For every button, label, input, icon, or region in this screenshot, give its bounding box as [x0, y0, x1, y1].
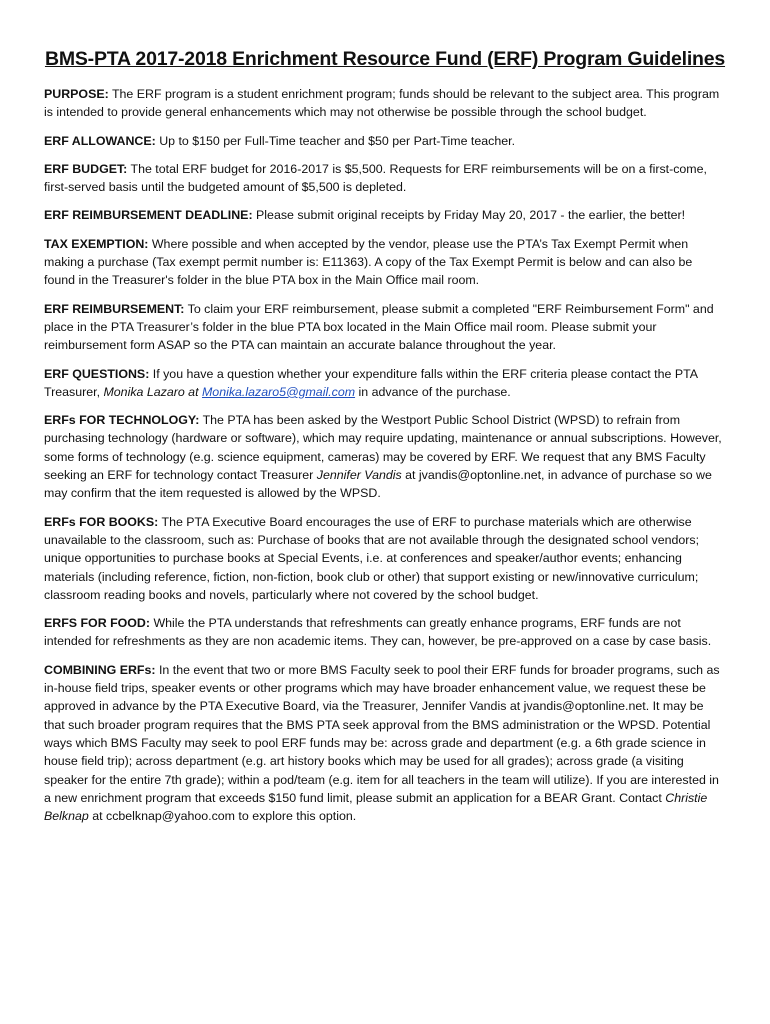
technology-contact-name: Jennifer Vandis	[316, 468, 402, 483]
budget-label: ERF BUDGET:	[44, 161, 128, 176]
treasurer-name: Monika Lazaro at	[103, 384, 199, 399]
deadline-label: ERF REIMBURSEMENT DEADLINE:	[44, 208, 253, 223]
purpose-paragraph	[44, 85, 726, 122]
tax-label: TAX EXEMPTION:	[44, 236, 149, 251]
combining-paragraph	[44, 661, 726, 826]
reimbursement-paragraph	[44, 300, 726, 355]
technology-text-after: at jvandis@optonline.net, in advance of purchase so we may confirm that the item requested is allowed by the WPSD.	[44, 468, 712, 501]
questions-text-after: in advance of the purchase.	[358, 384, 511, 399]
purpose-text: The ERF program is a student enrichment program; funds should be relevant to the subject area. This program is intended to provide general enhancements which may not otherwise be possible through the school budget.	[44, 87, 720, 120]
allowance-label: ERF ALLOWANCE:	[44, 133, 156, 148]
budget-paragraph	[44, 160, 726, 197]
books-paragraph	[44, 513, 726, 604]
questions-label: ERF QUESTIONS:	[44, 366, 150, 381]
reimbursement-text: To claim your ERF reimbursement, please submit a completed "ERF Reimbursement Form" and place in the PTA Treasurer’s folder in the blue PTA box located in the Main Office mail room. Please submit your reimbursement form ASAP so the PTA can maintain an accurate balance throughout the year.	[44, 301, 714, 353]
books-text: The PTA Executive Board encourages the use of ERF to purchase materials which are otherwise unavailable to the classroom, such as: Purchase of books that are not available through the designated school vendors; unique opportunities to purchase books at Special Events, i.e. at conferences and speaker/author events; enhancing materials (including reference, fiction, non-fiction, book club or other) that support existing or new/innovative curriculum; classroom reading books and novels, particularly where not covered by the school budget.	[44, 514, 700, 602]
bear-grant-contact-name: Christie Belknap	[44, 790, 708, 824]
food-paragraph	[44, 614, 726, 651]
technology-paragraph	[44, 411, 726, 502]
treasurer-email-link[interactable]: Monika.lazaro5@gmail.com	[201, 384, 356, 399]
food-label: ERFS FOR FOOD:	[44, 616, 151, 631]
questions-text-before: If you have a question whether your expenditure falls within the ERF criteria please contact the PTA Treasurer,	[44, 366, 698, 399]
deadline-paragraph	[44, 206, 726, 224]
tax-paragraph	[44, 235, 726, 290]
books-label: ERFs FOR BOOKS:	[44, 514, 159, 529]
combining-text-after: at ccbelknap@yahoo.com to explore this option.	[92, 809, 357, 824]
combining-text-before: In the event that two or more BMS Faculty seek to pool their ERF funds for broader programs, such as in-house field trips, speaker events or other programs which may have broader enhancement value, we request these be approved in advance by the PTA Executive Board, via the Treasurer, Jennifer Vandis at jvandis@optonline.net. It may be that such broader program requires that the BMS PTA seek approval from the BMS administration or the WPSD. Potential ways which BMS Faculty may seek to pool ERF funds may be: across grade and department (e.g. a 6th grade science in house field trip); across department (e.g. art history books which may be used for all grades); across grade (a visiting speaker for the entire 7th grade); within a pod/team (e.g. item for all teachers in the team will utilize). If you are interested in a new enrichment program that exceeds $150 fund limit, please submit an application for a BEAR Grant. Contact	[44, 662, 720, 805]
food-text: While the PTA understands that refreshments can greatly enhance programs, ERF funds are not intended for refreshments as they are non academic items. They can, however, be pre-approved on a case by case basis.	[44, 616, 712, 649]
purpose-label: PURPOSE:	[44, 87, 109, 101]
allowance-paragraph	[44, 132, 726, 150]
deadline-text: Please submit original receipts by Friday May 20, 2017 - the earlier, the better!	[256, 208, 686, 223]
combining-label: COMBINING ERFs:	[44, 662, 156, 677]
budget-text: The total ERF budget for 2016-2017 is $5,500. Requests for ERF reimbursements will be on a first-come, first-served basis until the budgeted amount of $5,500 is depleted.	[44, 161, 707, 195]
technology-label: ERFs FOR TECHNOLOGY:	[44, 413, 200, 428]
technology-text-before: The PTA has been asked by the Westport Public School District (WPSD) to refrain from purchasing technology (hardware or software), which may require updating, maintenance or annual subscriptions. However, some forms of technology (e.g. science equipment, cameras) may be covered by ERF. We request that any BMS Faculty seeking an ERF for technology contact Treasurer	[44, 413, 722, 483]
page-title: BMS-PTA 2017-2018 Enrichment Resource Fund (ERF) Program Guidelines	[44, 48, 726, 70]
allowance-text: Up to $150 per Full-Time teacher and $50 per Part-Time teacher.	[159, 133, 516, 148]
questions-paragraph	[44, 365, 726, 402]
reimbursement-label: ERF REIMBURSEMENT:	[44, 301, 185, 316]
tax-text: Where possible and when accepted by the vendor, please use the PTA’s Tax Exempt Permit when making a purchase (Tax exempt permit number is: E11363). A copy of the Tax Exempt Permit is below and can also be found in the Treasurer's folder in the blue PTA box in the Main Office mail room.	[44, 236, 693, 288]
